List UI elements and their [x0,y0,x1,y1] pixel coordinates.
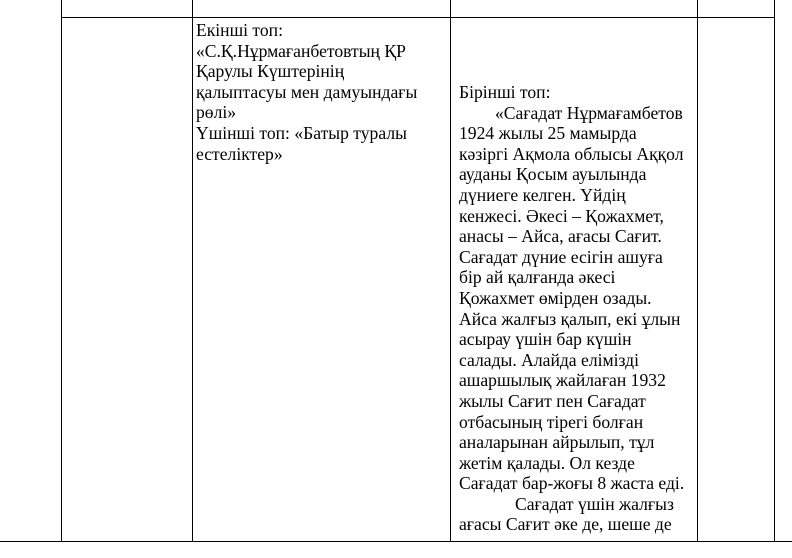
text-line: Қожахмет өмірден озады. [459,287,652,308]
text-line: салады. Алайда елімізді [459,349,639,370]
text-line: Сағадат дүние есігін ашуға [459,246,663,267]
text-line: кәзіргі Ақмола облысы Аққол [459,143,684,164]
text-line: Сағадат бар-жоғы 8 жаста еді. [459,473,685,494]
groups-cell [196,20,417,164]
text-line: анасы – Айса, ағасы Сағит. [459,226,662,247]
text-line: жетім қалады. Ол кезде [459,452,635,473]
table-col-border-3 [450,0,451,541]
text-line: Айса жалғыз қалып, екі ұлын [459,308,681,329]
text-line: жылы Сағит пен Сағадат [459,390,646,411]
page-bottom-edge [0,541,792,542]
group-two-label: Екінші топ: [196,20,283,40]
group-two-topic-line-2: Қарулы Күштерінің [196,61,345,82]
text-line: ағасы Сағит әке де, шеше де [459,514,672,535]
group-three-topic-line-1: Үшінші топ: «Батыр туралы [196,122,407,143]
group-one-cell [459,82,684,535]
table-col-border-5 [774,0,775,541]
text-line: асырау үшін бар күшін [459,329,632,350]
text-line: ауданы Қосым ауылында [459,164,647,185]
text-line: Сағадат үшін жалғыз [515,493,674,514]
group-two-topic-line-4: рөлі» [196,102,237,123]
group-three-topic-line-2: естеліктер» [196,143,283,164]
text-line: «Сағадат Нұрмағамбетов [495,102,683,123]
group-two-topic-line-1: «С.Қ.Нұрмағанбетовтың ҚР [196,40,406,61]
group-two-topic-line-3: қалыптасуы мен дамуындағы [196,81,418,102]
table-top-border [61,17,774,18]
text-line: ашаршылық жайлаған 1932 [459,370,666,391]
text-line: аналарынан айрылып, тұл [459,432,655,453]
table-col-border-2 [192,0,193,541]
table-col-border-1 [61,0,62,541]
text-line: кенжесі. Әкесі – Қожахмет, [459,205,664,226]
page-bottom-margin [0,541,792,558]
table-col-border-4 [697,0,698,541]
text-line: отбасының тірегі болған [459,411,644,432]
group-one-heading: Бірінші топ: [459,82,551,102]
text-line: 1924 жылы 25 мамырда [459,123,637,144]
text-line: бір ай қалғанда әкесі [459,267,616,288]
text-line: дүниеге келген. Үйдің [459,184,626,205]
